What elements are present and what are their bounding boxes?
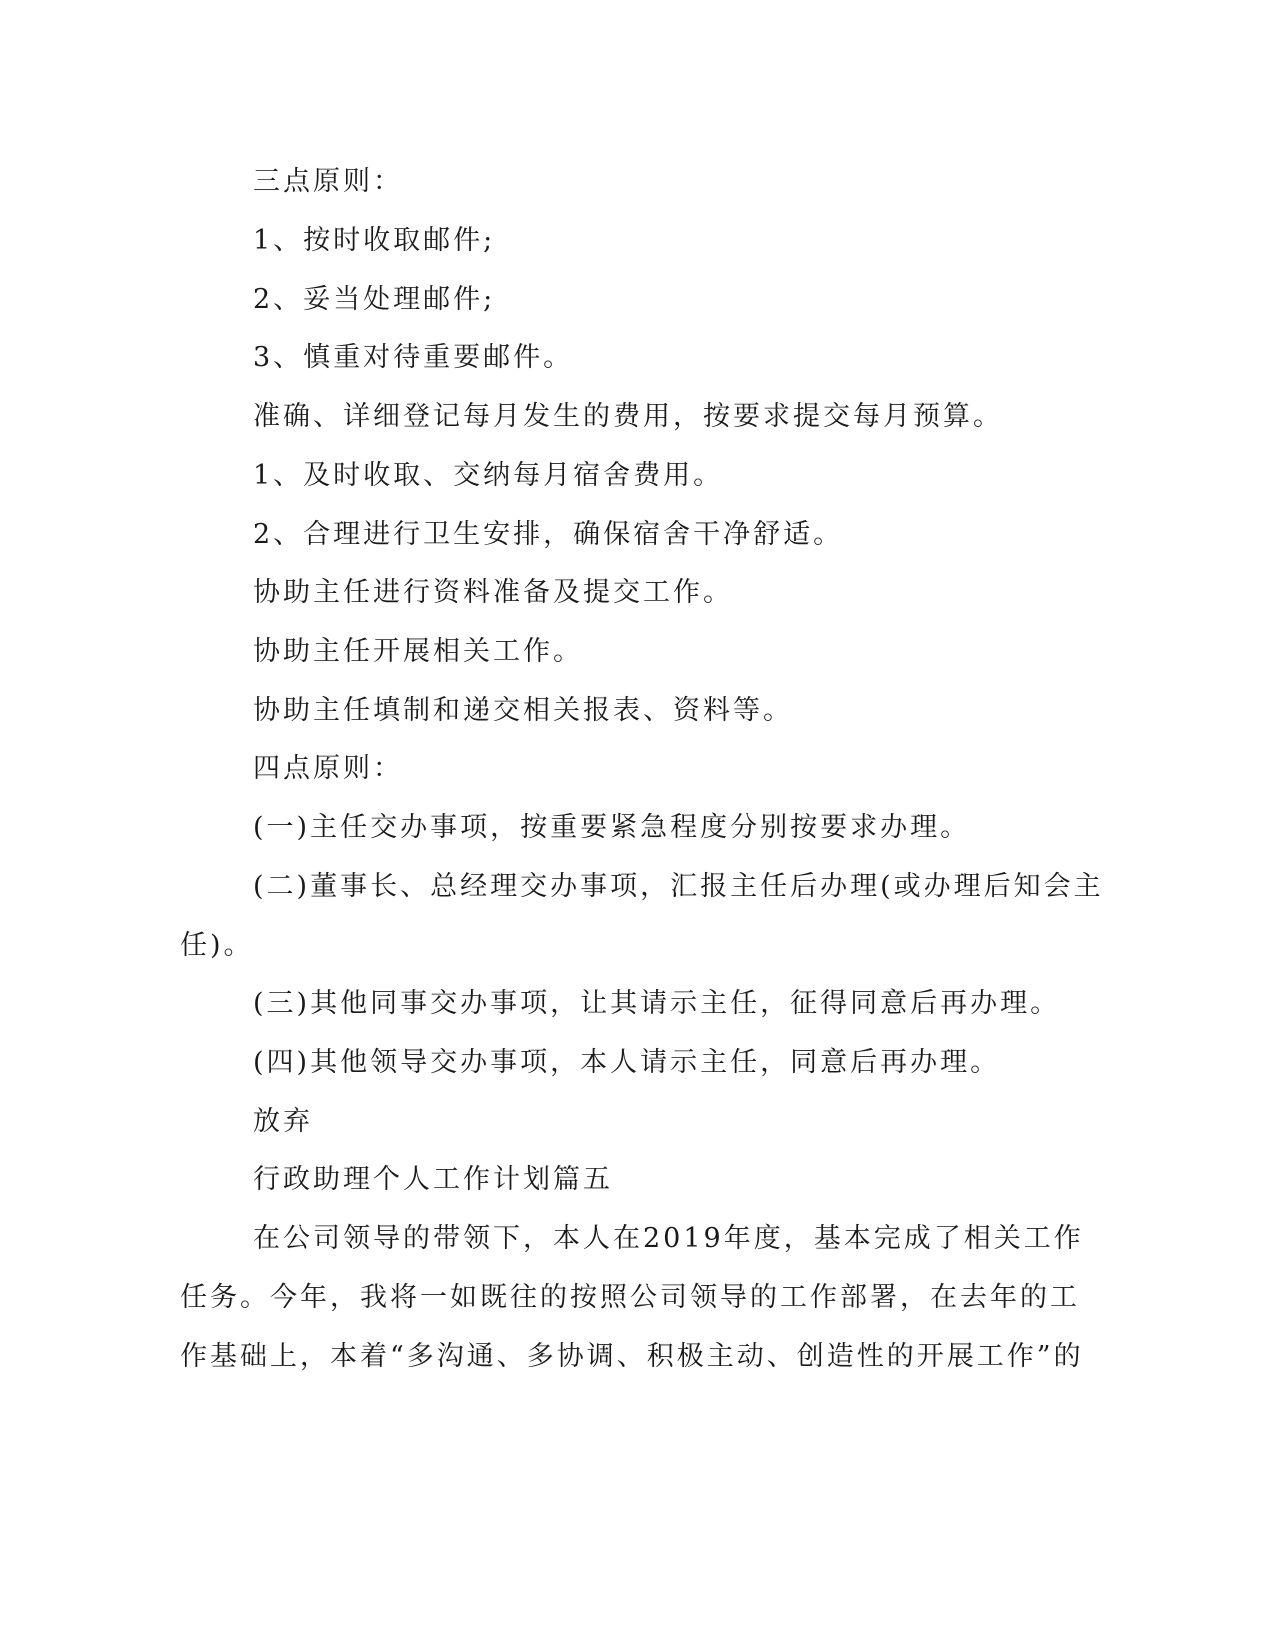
- list-item: 1、及时收取、交纳每月宿舍费用。: [253, 460, 724, 491]
- paragraph-continuation: 任务。今年，我将一如既往的按照公司领导的工作部署，在去年的工: [180, 1282, 1080, 1313]
- paragraph-continuation: 作基础上，本着“多沟通、多协调、积极主动、创造性的开展工作”的: [180, 1341, 1084, 1372]
- paragraph: 在公司领导的带领下，本人在2019年度，基本完成了相关工作: [253, 1223, 1084, 1254]
- heading-four-principles: 四点原则：: [253, 753, 403, 784]
- paragraph: 协助主任填制和递交相关报表、资料等。: [253, 695, 793, 726]
- list-item: (一)主任交办事项，按重要紧急程度分别按要求办理。: [253, 812, 971, 843]
- paragraph: 放弃: [253, 1106, 313, 1137]
- paragraph: 协助主任进行资料准备及提交工作。: [253, 577, 733, 608]
- paragraph: 协助主任开展相关工作。: [253, 636, 583, 667]
- list-item: 3、慎重对待重要邮件。: [253, 342, 574, 373]
- heading-three-principles: 三点原则：: [253, 166, 403, 197]
- list-item: (四)其他领导交办事项，本人请示主任，同意后再办理。: [253, 1047, 1001, 1078]
- list-item: 2、合理进行卫生安排，确保宿舍干净舒适。: [253, 519, 844, 550]
- list-item: 2、妥当处理邮件;: [253, 284, 496, 315]
- list-item-continuation: 任)。: [180, 930, 254, 961]
- list-item: (二)董事长、总经理交办事项，汇报主任后办理(或办理后知会主: [253, 871, 1104, 902]
- list-item: 1、按时收取邮件;: [253, 225, 496, 256]
- section-title: 行政助理个人工作计划篇五: [253, 1164, 613, 1195]
- paragraph: 准确、详细登记每月发生的费用，按要求提交每月预算。: [253, 401, 1003, 432]
- list-item: (三)其他同事交办事项，让其请示主任，征得同意后再办理。: [253, 988, 1061, 1019]
